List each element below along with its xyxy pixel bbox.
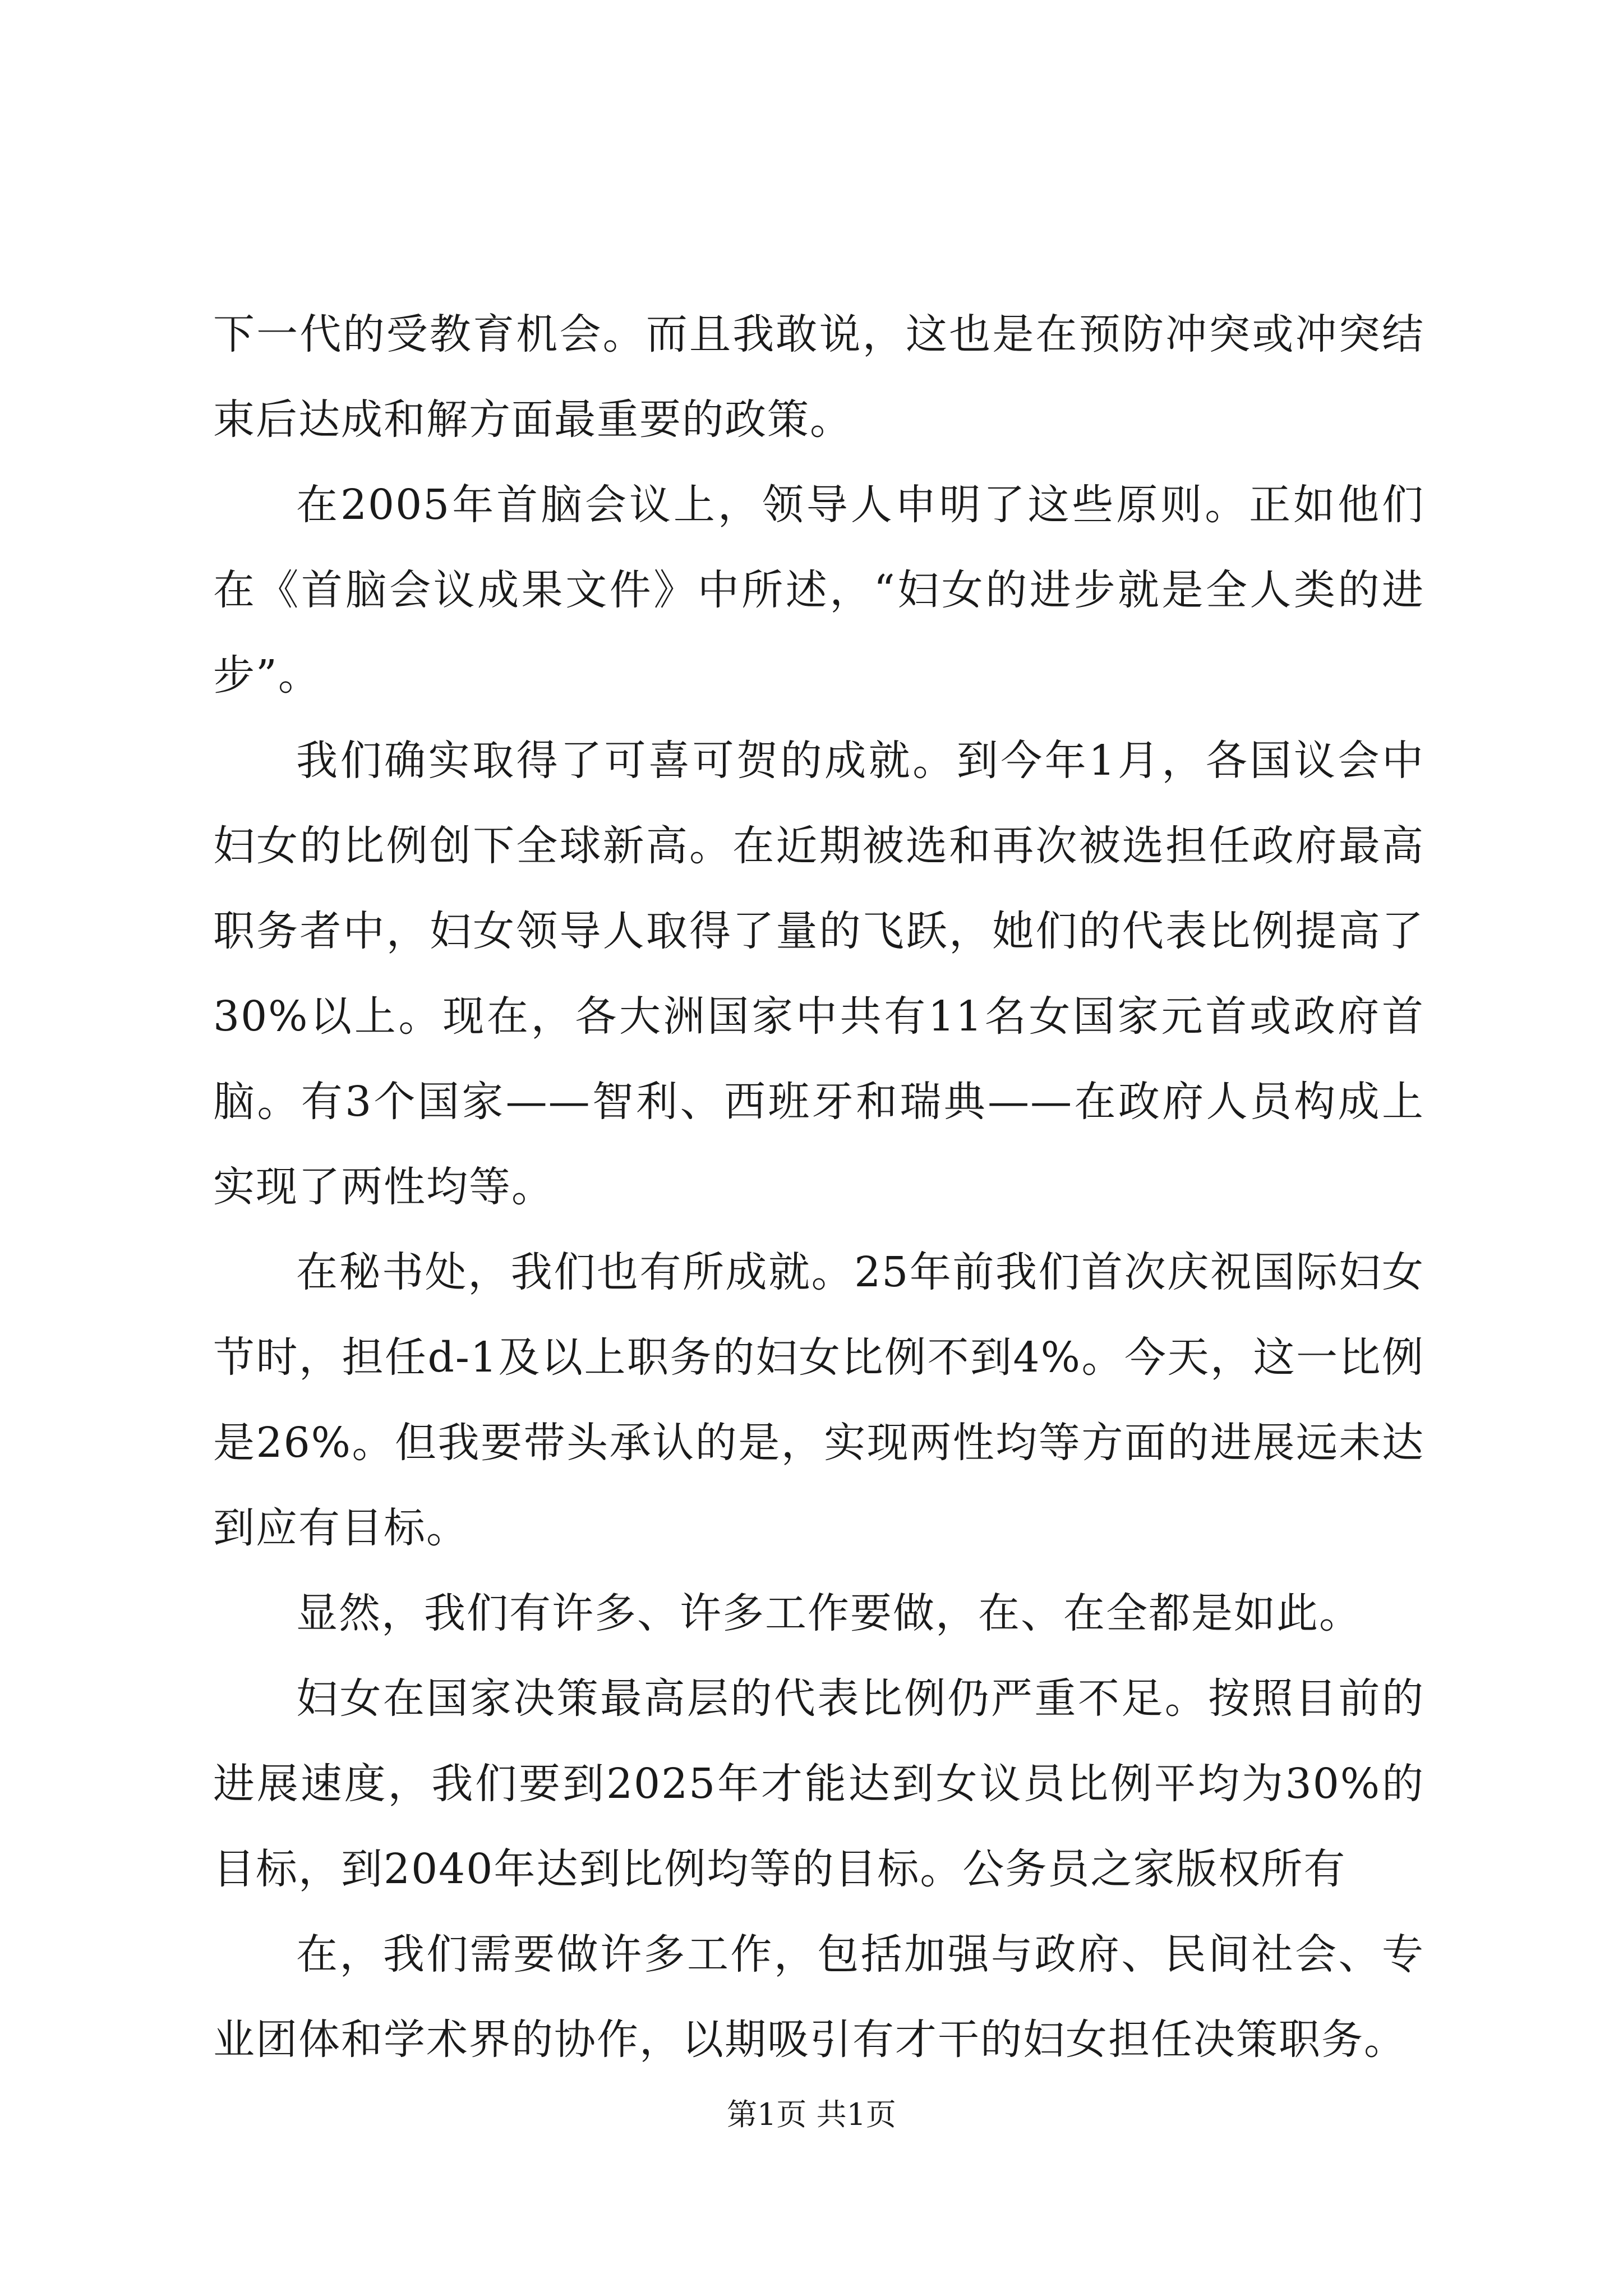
paragraph-6: 妇女在国家决策最高层的代表比例仍严重不足。按照目前的进展速度，我们要到2025年才能达到女议员比例平均为30%的目标，到2040年达到比例均等的目标。公务员之家版权所有 — [213, 1674, 1424, 1893]
paragraph-3: 我们确实取得了可喜可贺的成就。到今年1月，各国议会中妇女的比例创下全球新高。在近期被选和再次被选担任政府最高职务者中，妇女领导人取得了量的飞跃，她们的代表比例提高了30%以上。现在，各大洲国家中共有11名女国家元首或政府首脑。有3个国家——智利、西班牙和瑞典——在政府人员构成上实现了两性均等。 — [213, 737, 1424, 1211]
page-footer: 第1页 共1页 — [727, 2097, 896, 2132]
document-body — [213, 292, 1424, 2082]
paragraph-2: 在2005年首脑会议上，领导人申明了这些原则。正如他们在《首脑会议成果文件》中所述，“妇女的进步就是全人类的进步”。 — [213, 481, 1424, 700]
paragraph-7: 在，我们需要做许多工作，包括加强与政府、民间社会、专业团体和学术界的协作，以期吸引有才干的妇女担任决策职务。 — [213, 1930, 1424, 2064]
paragraph-5: 显然，我们有许多、许多工作要做，在、在全都是如此。 — [296, 1589, 1362, 1637]
paragraph-4: 在秘书处，我们也有所成就。25年前我们首次庆祝国际妇女节时，担任d-1及以上职务的妇女比例不到4%。今天，这一比例是26%。但我要带头承认的是，实现两性均等方面的进展远未达到应有目标。 — [213, 1248, 1424, 1552]
paragraph-1: 下一代的受教育机会。而且我敢说，这也是在预防冲突或冲突结束后达成和解方面最重要的政策。 — [213, 310, 1424, 444]
